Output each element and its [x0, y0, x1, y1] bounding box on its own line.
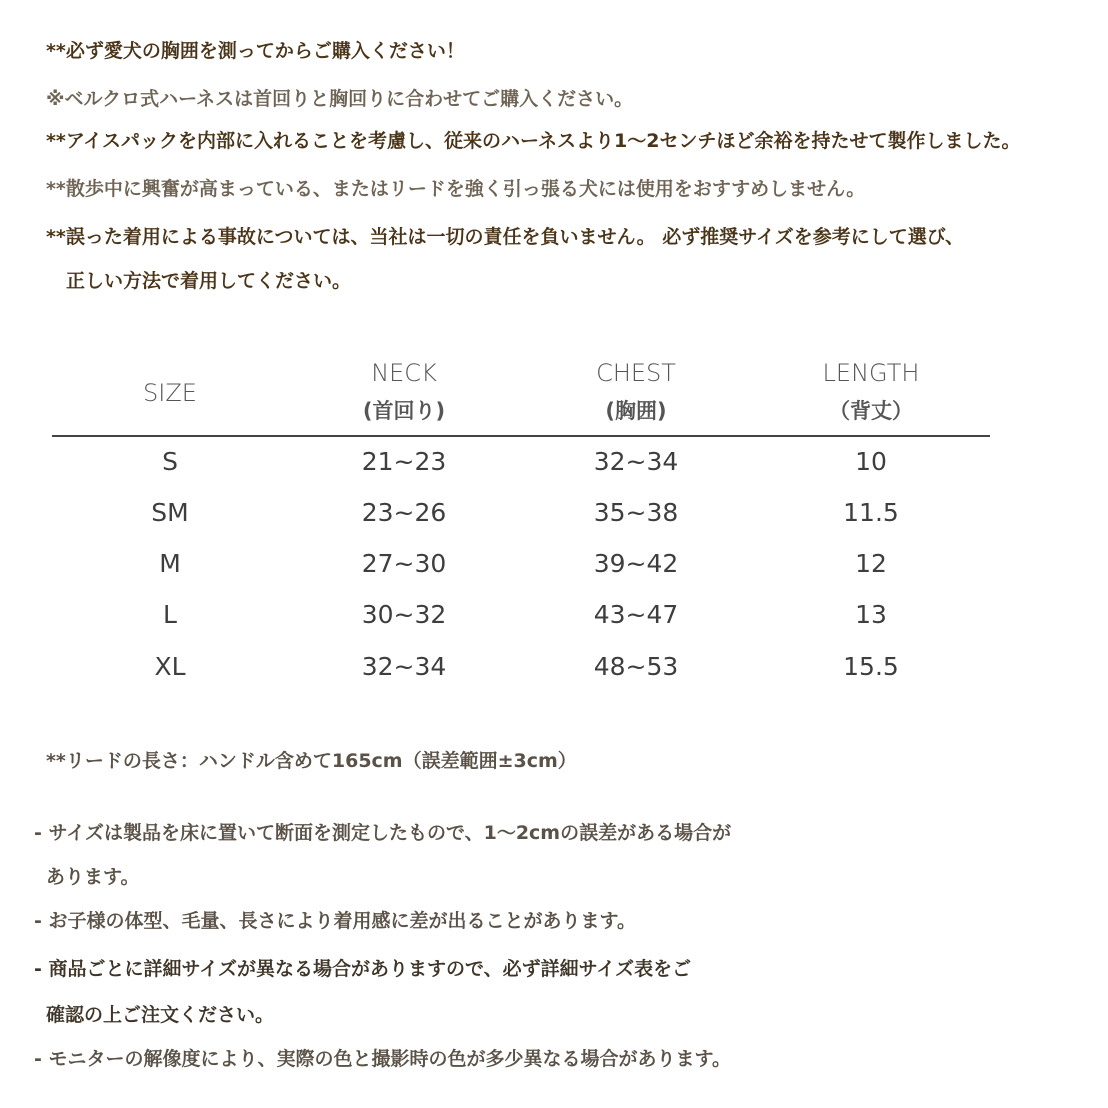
note-velcro-harness: ※ベルクロ式ハーネスは首回りと胸回りに合わせてご購入ください。 [46, 88, 634, 110]
row-length: 13 [855, 600, 887, 629]
table-header-divider [52, 435, 990, 437]
footer-note-measurement: - サイズは製品を床に置いて断面を測定したもので、1〜2cmの誤差がある場合が [34, 822, 732, 844]
row-size: M [159, 549, 181, 578]
row-size: S [162, 447, 178, 476]
header-length-jp: （背丈） [829, 399, 913, 423]
header-size: SIZE [143, 379, 197, 407]
header-chest-jp: (胸囲) [605, 399, 667, 423]
footer-note-measurement-cont: あります。 [46, 866, 140, 888]
row-neck: 21~23 [361, 447, 447, 476]
row-chest: 35~38 [593, 498, 679, 527]
note-liability-cont: 正しい方法で着用してください。 [66, 270, 352, 292]
row-length: 10 [855, 447, 887, 476]
row-length: 15.5 [843, 652, 899, 681]
row-neck: 32~34 [361, 652, 447, 681]
row-chest: 39~42 [593, 549, 679, 578]
row-size: XL [154, 652, 186, 681]
row-neck: 30~32 [361, 600, 447, 629]
note-walking-caution: **散歩中に興奮が高まっている、またはリードを強く引っ張る犬には使用をおすすめしません。 [46, 178, 866, 200]
row-length: 11.5 [843, 498, 899, 527]
lead-length-note: **リードの長さ：ハンドル含めて165cm（誤差範囲±3cm） [46, 750, 577, 772]
row-chest: 32~34 [593, 447, 679, 476]
footer-note-size-chart-cont: 確認の上ご注文ください。 [46, 1004, 275, 1026]
footer-note-monitor: - モニターの解像度により、実際の色と撮影時の色が多少異なる場合があります。 [34, 1048, 731, 1070]
row-neck: 23~26 [361, 498, 447, 527]
footer-note-fit: - お子様の体型、毛量、長さにより着用感に差が出ることがあります。 [34, 910, 636, 932]
note-ice-pack: **アイスパックを内部に入れることを考慮し、従来のハーネスより1〜2センチほど余裕を持たせて製作しました。 [46, 130, 1021, 152]
footer-note-size-chart: - 商品ごとに詳細サイズが異なる場合がありますので、必ず詳細サイズ表をご [34, 958, 692, 980]
note-liability: **誤った着用による事故については、当社は一切の責任を負いません。 必ず推奨サイズを参考にして選び、 [46, 226, 964, 248]
row-length: 12 [855, 549, 887, 578]
header-chest: CHEST [596, 359, 676, 387]
header-neck-jp: (首回り) [362, 399, 446, 423]
row-chest: 48~53 [593, 652, 679, 681]
row-neck: 27~30 [361, 549, 447, 578]
header-neck: NECK [371, 359, 437, 387]
note-measure-chest: **必ず愛犬の胸囲を測ってからご購入ください！ [46, 40, 465, 62]
row-size: L [163, 600, 177, 629]
header-length: LENGTH [822, 359, 920, 387]
row-chest: 43~47 [593, 600, 679, 629]
row-size: SM [151, 498, 189, 527]
